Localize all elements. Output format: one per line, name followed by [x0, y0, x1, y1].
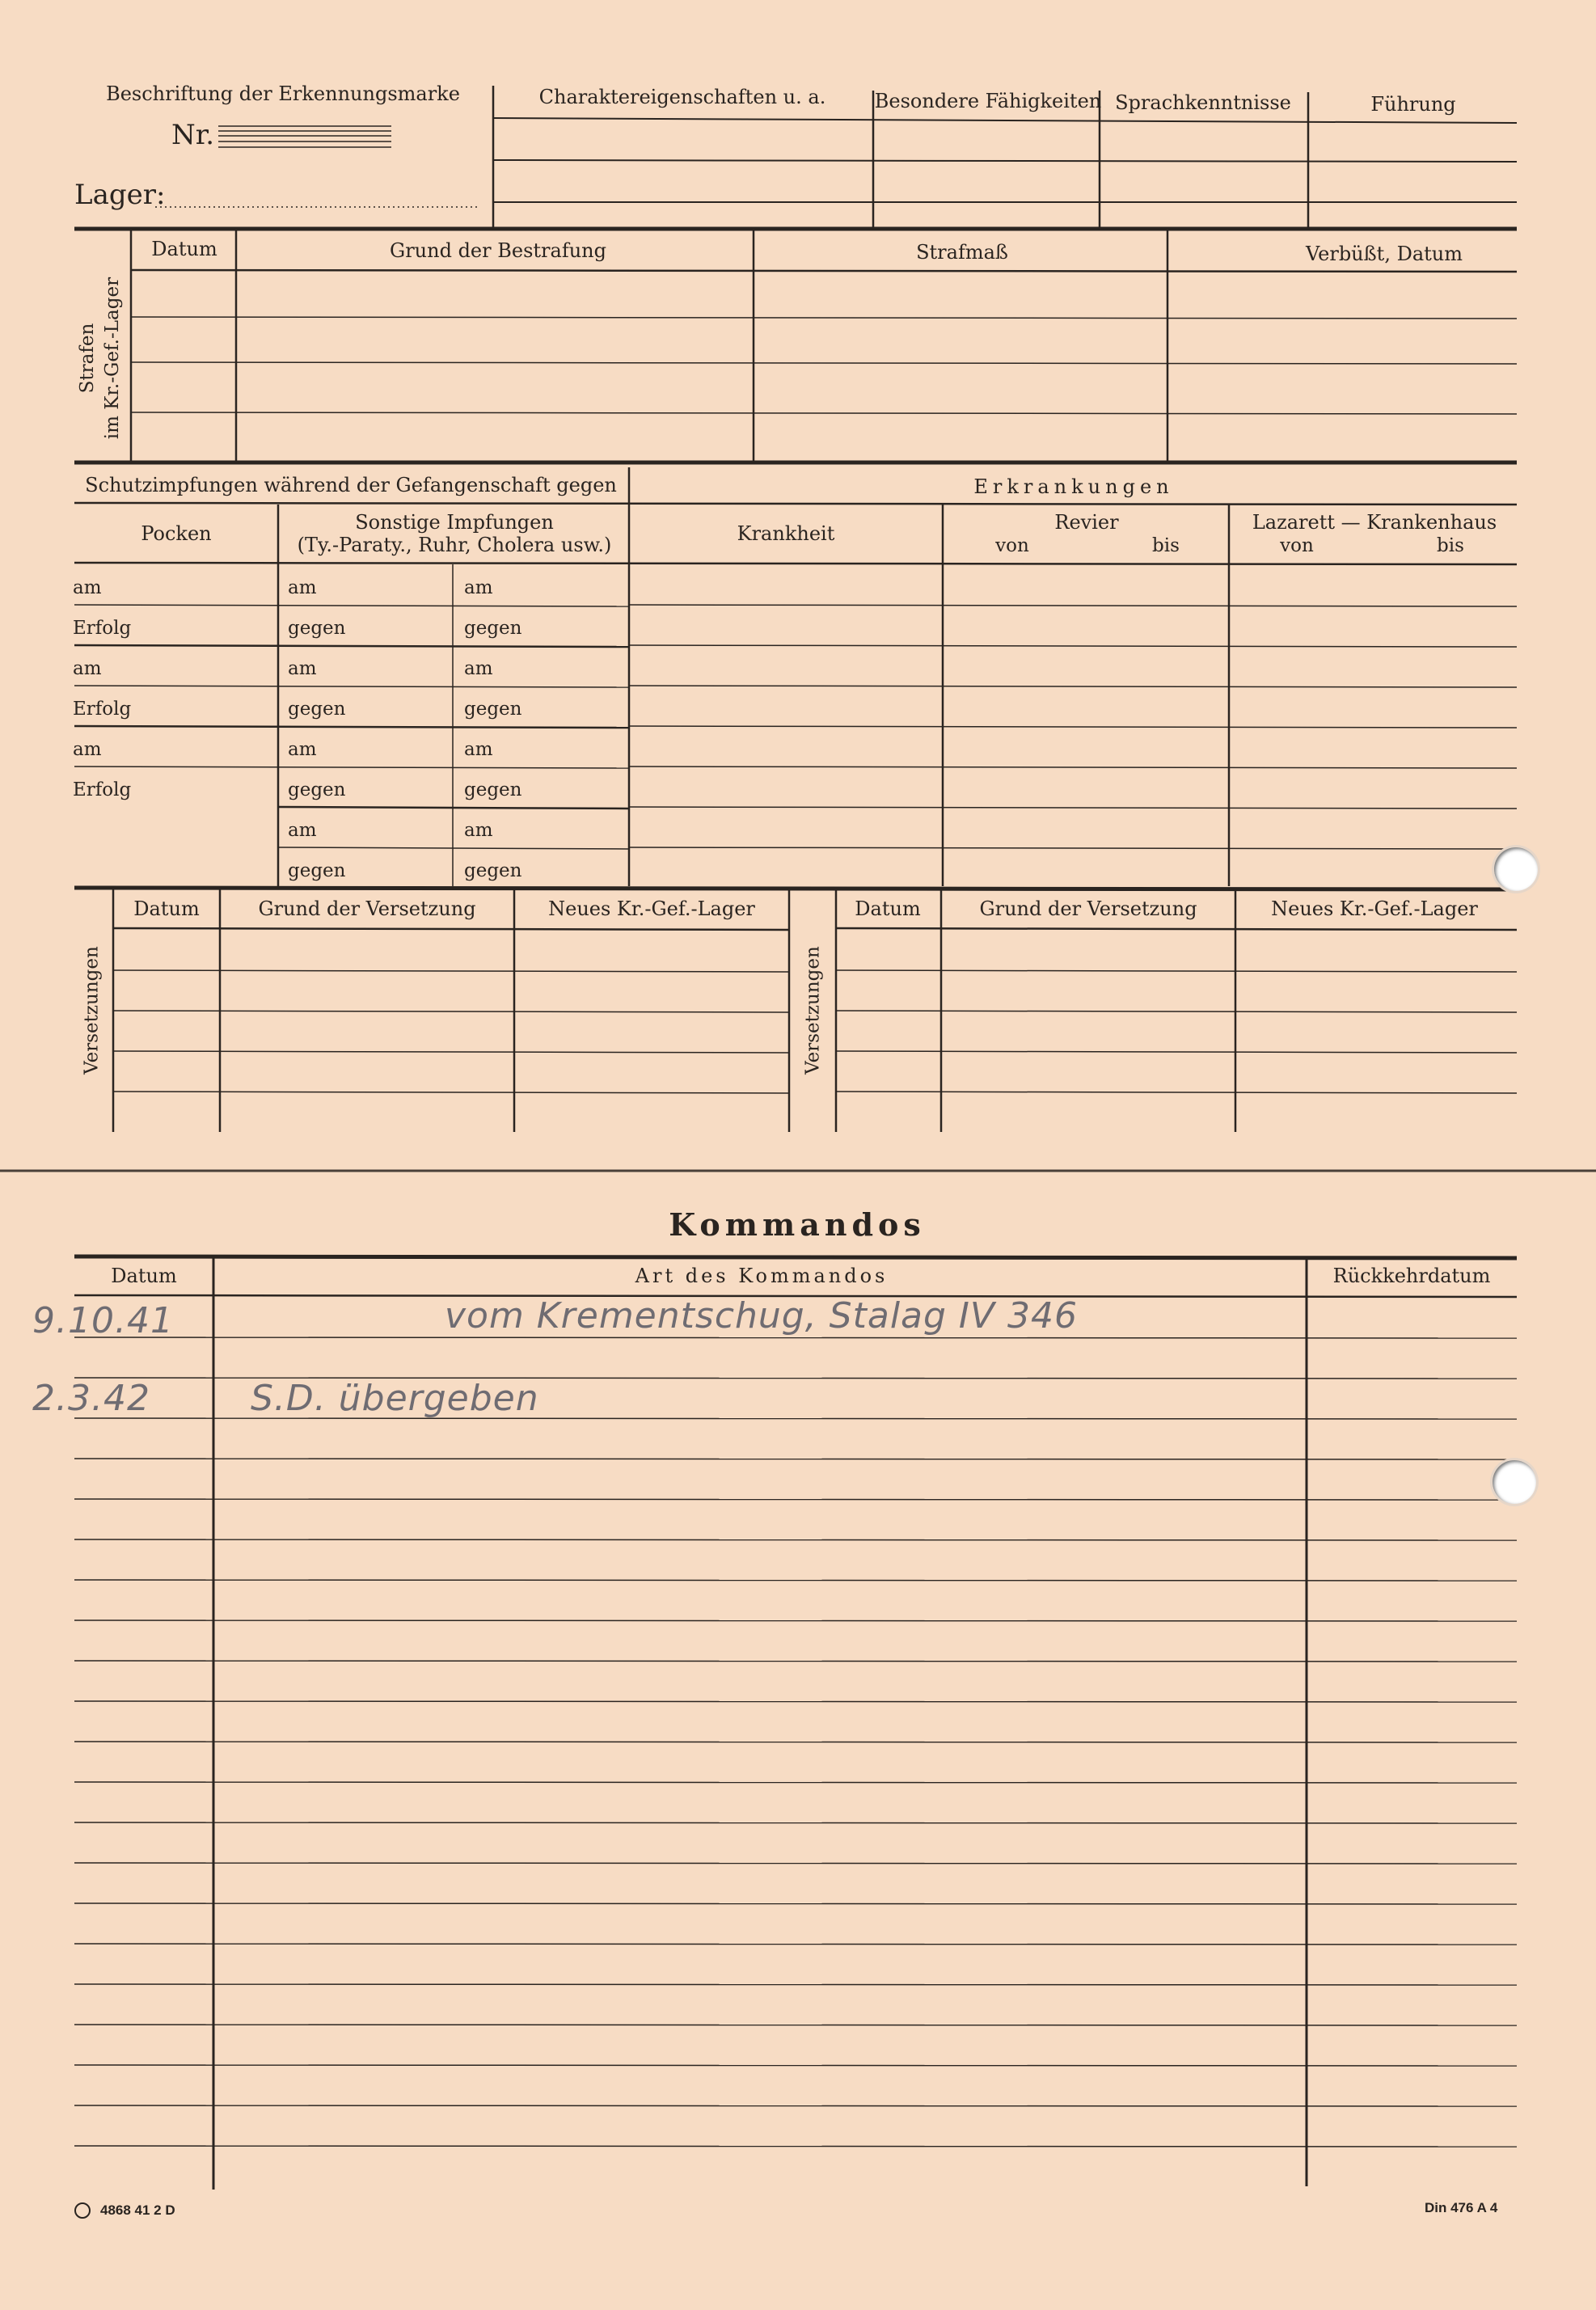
- illness-col-hospital: Lazarett — Krankenhaus: [1252, 511, 1497, 534]
- kommando-col-return: Rückkehrdatum: [1332, 1265, 1491, 1287]
- header-col-skills: Besondere Fähigkeiten: [874, 90, 1102, 112]
- lager-field[interactable]: [155, 181, 482, 209]
- other-am-3b: am: [464, 739, 493, 760]
- vaccination-col-other-detail: (Ty.-Paraty., Ruhr, Cholera usw.): [297, 534, 612, 556]
- pocken-erfolg-3: Erfolg: [73, 779, 132, 800]
- kommando-rule-line: [74, 1661, 1517, 1662]
- kommando-col-date: Datum: [111, 1265, 177, 1287]
- transfer-right-col-date: Datum: [855, 897, 921, 920]
- punishments-side-label-line1: Strafen: [76, 323, 98, 394]
- transfers-side-label-right: Versetzungen: [802, 946, 824, 1075]
- punishment-col-measure: Strafmaß: [916, 241, 1008, 264]
- kommando-entry-1-text: vom Krementschug, Stalag IV 346: [445, 1295, 1078, 1337]
- kommando-rule-line: [74, 2105, 1517, 2106]
- pocken-erfolg-1: Erfolg: [73, 618, 132, 639]
- vaccination-col-pocken: Pocken: [141, 522, 212, 545]
- revier-bis-label: bis: [1152, 535, 1180, 556]
- hospital-von-label: von: [1280, 535, 1314, 556]
- transfers-side-label-left: Versetzungen: [81, 946, 103, 1075]
- other-am-4b: am: [464, 820, 493, 841]
- kommando-rule-line: [74, 1822, 1517, 1823]
- punishment-col-reason: Grund der Bestrafung: [390, 239, 606, 262]
- illness-col-revier: Revier: [1054, 511, 1119, 534]
- kommando-rule-line: [74, 1944, 1517, 1945]
- other-am-3a: am: [288, 739, 317, 760]
- kommando-rule-line: [74, 2146, 1517, 2147]
- transfer-right-col-camp: Neues Kr.-Gef.-Lager: [1271, 897, 1478, 920]
- kommando-rule-line: [74, 1782, 1517, 1783]
- punch-hole-lower: [1493, 1460, 1536, 1504]
- punishment-col-served: Verbüßt, Datum: [1306, 243, 1463, 265]
- other-am-1b: am: [464, 577, 493, 598]
- punch-hole-upper: [1494, 847, 1538, 891]
- header-col-conduct: Führung: [1370, 93, 1456, 116]
- kommandos-title: Kommandos: [669, 1206, 926, 1243]
- kommando-rule-line: [74, 1984, 1517, 1985]
- vaccination-col-other: Sonstige Impfungen: [355, 511, 554, 534]
- other-gegen-4b: gegen: [464, 860, 522, 881]
- form-emblem-icon: [74, 2202, 91, 2219]
- transfer-right-col-reason: Grund der Versetzung: [979, 897, 1197, 920]
- other-gegen-3b: gegen: [464, 779, 522, 800]
- kommando-entry-2-date: 2.3.42: [32, 1378, 150, 1419]
- kommando-rule-line: [74, 1701, 1517, 1702]
- header-col-languages: Sprachkenntnisse: [1115, 91, 1291, 114]
- header-col-character: Charaktereigenschaften u. a.: [538, 86, 826, 108]
- transfer-left-col-reason: Grund der Versetzung: [258, 897, 476, 920]
- other-am-2b: am: [464, 658, 493, 679]
- nr-field[interactable]: [217, 121, 393, 150]
- pocken-am-2: am: [73, 658, 102, 679]
- kommando-rule-line: [74, 1539, 1517, 1540]
- other-gegen-4a: gegen: [288, 860, 346, 881]
- kommando-col-type: Art des Kommandos: [635, 1265, 889, 1287]
- pocken-am-1: am: [73, 577, 102, 598]
- revier-von-label: von: [995, 535, 1029, 556]
- kommando-rule-line: [74, 1337, 1517, 1338]
- lager-label: Lager:: [74, 179, 166, 211]
- pocken-erfolg-2: Erfolg: [73, 699, 132, 720]
- transfer-left-col-date: Datum: [133, 897, 200, 920]
- other-gegen-1b: gegen: [464, 618, 522, 639]
- nr-label: Nr.: [171, 119, 215, 151]
- illness-title: Erkrankungen: [973, 475, 1174, 498]
- kommando-entry-2-text: S.D. übergeben: [251, 1378, 539, 1419]
- kommando-rule-line: [74, 1580, 1517, 1581]
- inscription-label: Beschriftung der Erkennungsmarke: [106, 82, 460, 105]
- hospital-bis-label: bis: [1437, 535, 1464, 556]
- other-am-4a: am: [288, 820, 317, 841]
- transfer-left-col-camp: Neues Kr.-Gef.-Lager: [548, 897, 755, 920]
- pocken-am-3: am: [73, 739, 102, 760]
- punishments-side-label: [75, 237, 125, 479]
- other-gegen-2b: gegen: [464, 699, 522, 720]
- punishments-side-label-line2: im Kr.-Gef.-Lager: [102, 277, 123, 440]
- kommando-rule-line: [74, 1620, 1517, 1621]
- kommando-entry-1-date: 9.10.41: [32, 1300, 174, 1341]
- form-number: 4868 41 2 D: [100, 2202, 175, 2218]
- other-gegen-2a: gegen: [288, 699, 346, 720]
- illness-col-disease: Krankheit: [737, 522, 835, 545]
- vaccination-title: Schutzimpfungen während der Gefangenschaft gegen: [85, 474, 617, 496]
- other-gegen-1a: gegen: [288, 618, 346, 639]
- other-gegen-3a: gegen: [288, 779, 346, 800]
- kommando-rule-line: [74, 1499, 1517, 1500]
- other-am-2a: am: [288, 658, 317, 679]
- kommando-rule-line: [74, 1903, 1517, 1904]
- punishment-col-date: Datum: [151, 238, 217, 260]
- kommando-rule-line: [74, 1863, 1517, 1864]
- din-format: Din 476 A 4: [1425, 2200, 1498, 2215]
- kommando-rule-line: [74, 2065, 1517, 2066]
- other-am-1a: am: [288, 577, 317, 598]
